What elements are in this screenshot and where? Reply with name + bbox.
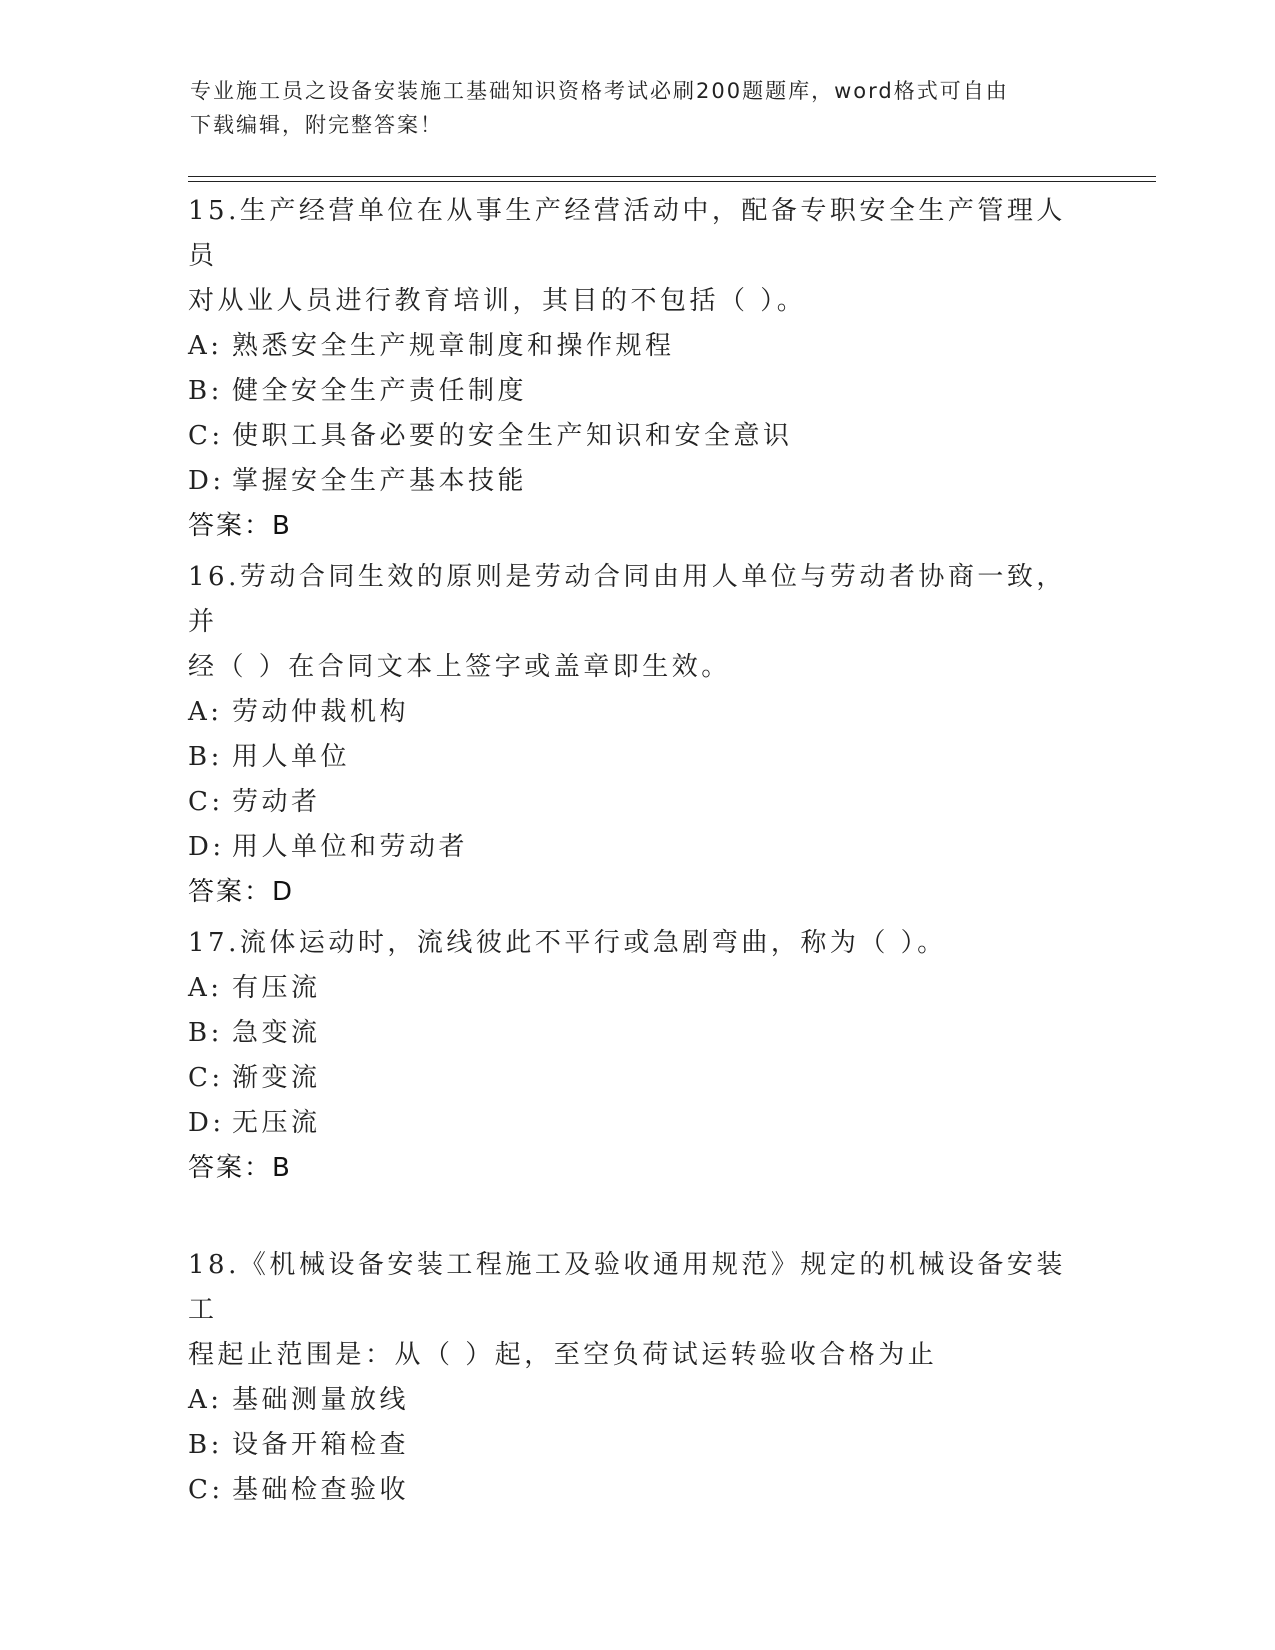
question-stem-line: 18.《机械设备安装工程施工及验收通用规范》规定的机械设备安装工 (188, 1250, 1066, 1325)
header-line-2: 下载编辑，附完整答案！ (190, 113, 443, 137)
option-letter: A: (188, 973, 223, 1003)
option-text: 无压流 (232, 1108, 321, 1138)
option-letter: C: (188, 1475, 224, 1505)
option-text: 健全安全生产责任制度 (232, 376, 528, 406)
option-text: 渐变流 (232, 1063, 321, 1093)
option-text: 劳动仲裁机构 (232, 697, 410, 727)
option-letter: B: (188, 742, 223, 772)
question-stem-line: 对从业人员进行教育培训，其目的不包括（ ）。 (188, 286, 807, 316)
option-a (188, 324, 1088, 369)
option-text: 用人单位 (232, 742, 351, 772)
option-d (188, 459, 1088, 504)
option-text: 有压流 (232, 973, 321, 1003)
option-text: 使职工具备必要的安全生产知识和安全意识 (232, 421, 793, 451)
question-16 (188, 555, 1088, 915)
option-a (188, 690, 1088, 735)
option-letter: D: (188, 1108, 225, 1138)
option-d (188, 825, 1088, 870)
option-letter: B: (188, 1018, 223, 1048)
option-c (188, 414, 1088, 459)
option-text: 急变流 (232, 1018, 321, 1048)
option-letter: C: (188, 787, 224, 817)
answer-line: 答案：D (188, 877, 295, 907)
option-d (188, 1101, 1088, 1146)
option-letter: D: (188, 466, 225, 496)
option-letter: A: (188, 697, 223, 727)
question-17 (188, 921, 1088, 1191)
answer-line: 答案：B (188, 1153, 292, 1183)
option-text: 设备开箱检查 (232, 1430, 410, 1460)
document-header (190, 74, 1070, 142)
question-stem-line: 15.生产经营单位在从事生产经营活动中，配备专职安全生产管理人员 (188, 196, 1066, 271)
option-letter: A: (188, 1385, 223, 1415)
option-letter: C: (188, 421, 224, 451)
option-text: 熟悉安全生产规章制度和操作规程 (232, 331, 675, 361)
question-stem-line: 程起止范围是：从（ ）起，至空负荷试运转验收合格为止 (188, 1340, 938, 1370)
option-b (188, 735, 1088, 780)
option-b (188, 1423, 1088, 1468)
option-text: 劳动者 (232, 787, 321, 817)
option-letter: A: (188, 331, 223, 361)
option-letter: C: (188, 1063, 224, 1093)
option-a (188, 966, 1088, 1011)
option-text: 用人单位和劳动者 (232, 832, 469, 862)
option-b (188, 369, 1088, 414)
option-a (188, 1378, 1088, 1423)
option-c (188, 780, 1088, 825)
header-line-1: 专业施工员之设备安装施工基础知识资格考试必刷200题题库，word格式可自由 (190, 79, 1009, 103)
option-letter: B: (188, 376, 223, 406)
question-stem-line: 17.流体运动时，流线彼此不平行或急剧弯曲，称为（ ）。 (188, 928, 947, 958)
question-stem-line: 经（ ）在合同文本上签字或盖章即生效。 (188, 652, 731, 682)
header-divider-top (188, 176, 1156, 177)
question-15 (188, 189, 1088, 549)
option-letter: D: (188, 832, 225, 862)
question-stem-line: 16.劳动合同生效的原则是劳动合同由用人单位与劳动者协商一致，并 (188, 562, 1066, 637)
option-text: 掌握安全生产基本技能 (232, 466, 528, 496)
question-18 (188, 1243, 1088, 1513)
option-letter: B: (188, 1430, 223, 1460)
header-divider-bottom (188, 181, 1156, 182)
option-c (188, 1056, 1088, 1101)
option-c (188, 1468, 1088, 1513)
option-text: 基础检查验收 (232, 1475, 410, 1505)
option-text: 基础测量放线 (232, 1385, 410, 1415)
answer-line: 答案：B (188, 511, 292, 541)
option-b (188, 1011, 1088, 1056)
